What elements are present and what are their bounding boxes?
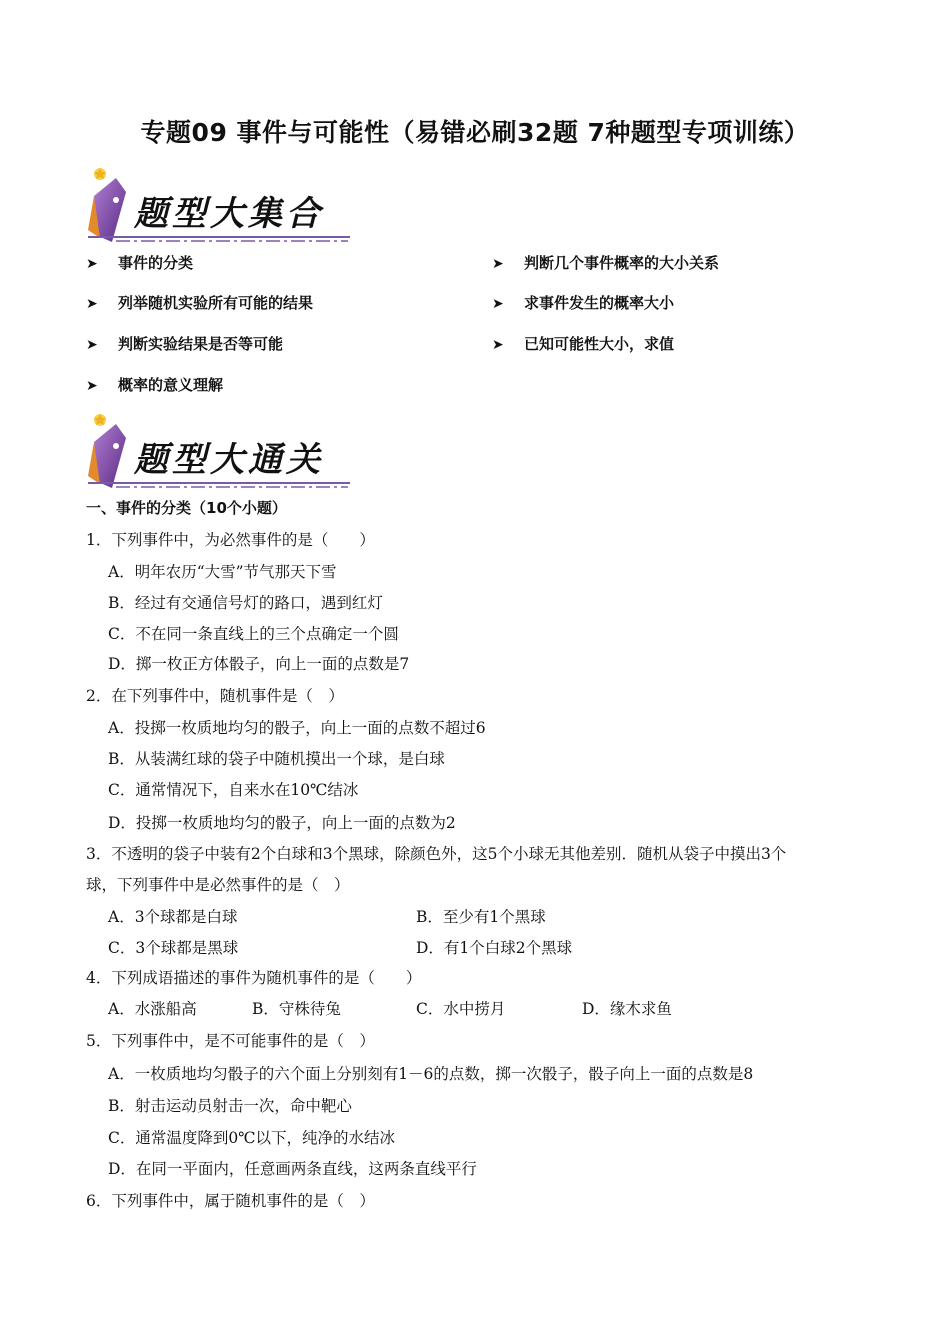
question-stem: 6．下列事件中，属于随机事件的是（ ） xyxy=(86,1192,375,1210)
bullet-arrow-icon: ➤ xyxy=(86,337,98,353)
question-option: D．缘木求鱼 xyxy=(582,1000,672,1018)
question-option: B．从装满红球的袋子中随机摸出一个球，是白球 xyxy=(108,750,445,768)
bullet-arrow-icon: ➤ xyxy=(492,296,504,312)
question-option: B．射击运动员射击一次，命中靶心 xyxy=(108,1097,352,1115)
question-option: A．明年农历“大雪”节气那天下雪 xyxy=(108,563,337,581)
bullet-arrow-icon: ➤ xyxy=(492,337,504,353)
bullet-arrow-icon: ➤ xyxy=(86,256,98,272)
topic-item: ➤ 求事件发生的概率大小 xyxy=(492,294,675,312)
question-option: B．守株待兔 xyxy=(252,1000,341,1018)
question-option: B．至少有1个黑球 xyxy=(416,908,546,926)
banner-question-types xyxy=(86,166,354,248)
topic-item: ➤ 概率的意义理解 xyxy=(86,376,224,394)
topic-item: ➤ 列举随机实验所有可能的结果 xyxy=(86,294,314,312)
topic-item: ➤ 事件的分类 xyxy=(86,254,194,272)
question-option: C．不在同一条直线上的三个点确定一个圆 xyxy=(108,625,399,643)
question-option: D．投掷一枚质地均匀的骰子，向上一面的点数为2 xyxy=(108,814,456,832)
question-stem: 2．在下列事件中，随机事件是（ ） xyxy=(86,687,344,705)
banner-title: 题型大通关 xyxy=(134,440,324,480)
question-option: C．通常情况下，自来水在10℃结冰 xyxy=(108,781,359,799)
section-heading: 一、事件的分类（10个小题） xyxy=(86,499,287,517)
question-stem: 5．下列事件中，是不可能事件的是（ ） xyxy=(86,1032,375,1050)
bullet-arrow-icon: ➤ xyxy=(86,378,98,394)
page-title: 专题09 事件与可能性（易错必刷32题 7种题型专项训练） xyxy=(140,118,810,147)
question-option: C．水中捞月 xyxy=(416,1000,506,1018)
question-stem: 1．下列事件中，为必然事件的是（ ） xyxy=(86,531,375,549)
question-option: C．3个球都是黑球 xyxy=(108,939,239,957)
question-option: A．一枚质地均匀骰子的六个面上分别刻有1－6的点数，掷一次骰子，骰子向上一面的点数是8 xyxy=(108,1065,754,1083)
question-option: D．在同一平面内，任意画两条直线，这两条直线平行 xyxy=(108,1160,477,1178)
question-option: D．掷一枚正方体骰子，向上一面的点数是7 xyxy=(108,655,410,673)
bullet-arrow-icon: ➤ xyxy=(86,296,98,312)
question-stem: 4．下列成语描述的事件为随机事件的是（ ） xyxy=(86,969,422,987)
topic-item: ➤ 已知可能性大小，求值 xyxy=(492,335,675,353)
question-stem-continued: 球，下列事件中是必然事件的是（ ） xyxy=(86,876,350,894)
question-option: A．投掷一枚质地均匀的骰子，向上一面的点数不超过6 xyxy=(108,719,486,737)
question-option: A．3个球都是白球 xyxy=(108,908,238,926)
bullet-arrow-icon: ➤ xyxy=(492,256,504,272)
banner-question-practice xyxy=(86,412,354,494)
question-option: C．通常温度降到0℃以下，纯净的水结冰 xyxy=(108,1129,396,1147)
banner-title: 题型大集合 xyxy=(134,194,324,234)
question-option: D．有1个白球2个黑球 xyxy=(416,939,573,957)
question-stem: 3．不透明的袋子中装有2个白球和3个黑球，除颜色外，这5个小球无其他差别．随机从袋子中摸出3个 xyxy=(86,845,787,863)
question-option: A．水涨船高 xyxy=(108,1000,197,1018)
topic-item: ➤ 判断实验结果是否等可能 xyxy=(86,335,284,353)
question-option: B．经过有交通信号灯的路口，遇到红灯 xyxy=(108,594,383,612)
topic-item: ➤ 判断几个事件概率的大小关系 xyxy=(492,254,720,272)
